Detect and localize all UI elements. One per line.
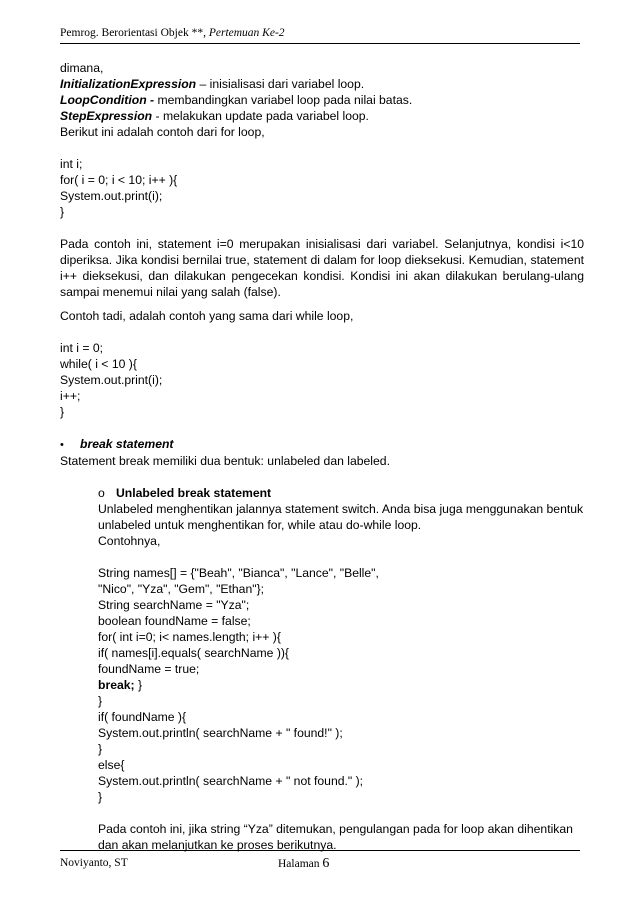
code-line: i++; (60, 389, 81, 403)
desc-initialization: – inisialisasi dari variabel loop. (196, 77, 365, 91)
while-intro: Contoh tadi, adalah contoh yang sama dari while loop, (60, 309, 354, 323)
code-line: boolean foundName = false; (98, 614, 251, 628)
for-loop-code (60, 156, 584, 220)
unlabeled-desc-line: Unlabeled menghentikan jalannya statement switch. Anda bisa juga menggunakan bentuk (98, 502, 584, 516)
intro-dimana: dimana, (60, 61, 104, 75)
code-line: while( i < 10 ){ (60, 357, 137, 371)
header-meeting: Pertemuan Ke-2 (208, 27, 285, 39)
term-loopcondition: LoopCondition - (60, 93, 155, 107)
term-step: StepExpression (60, 109, 153, 123)
footer-page-label: Halaman (278, 858, 323, 870)
footer-author: Noviyanto, ST (60, 857, 128, 869)
code-line: int i = 0; (60, 341, 104, 355)
break-example-code (98, 565, 584, 805)
code-line: } (98, 694, 103, 708)
code-line: if( names[i].equals( searchName )){ (98, 646, 290, 660)
desc-step: - melakukan update pada variabel loop. (152, 109, 369, 123)
code-line: foundName = true; (98, 662, 200, 676)
code-line-break (98, 677, 584, 693)
code-line: } (98, 790, 103, 804)
while-loop-code (60, 340, 584, 420)
code-line: int i; (60, 157, 83, 171)
example-intro: Berikut ini adalah contoh dari for loop, (60, 125, 265, 139)
unlabeled-desc-line: Contohnya, (98, 534, 161, 548)
code-line: "Nico", "Yza", "Gem", "Ethan"}; (98, 582, 265, 596)
code-line: System.out.println( searchName + " found!" ); (98, 726, 343, 740)
def-initialization (60, 76, 584, 92)
code-line: else{ (98, 758, 125, 772)
page-content (60, 60, 584, 853)
unlabeled-break-section (98, 485, 584, 853)
page-footer (60, 850, 580, 871)
paragraph-line: Pada contoh ini, statement i=0 merupakan inisialisasi dari variabel. Selanjutnya, kondisi i<10 (60, 237, 584, 251)
desc-loopcondition: membandingkan variabel loop pada nilai batas. (154, 93, 413, 107)
header-title: Pemrog. Berorientasi Objek **, (60, 27, 209, 39)
code-line: String names[] = {"Beah", "Bianca", "Lance", "Belle", (98, 566, 379, 580)
term-initialization: InitializationExpression (60, 77, 197, 91)
break-heading (60, 436, 584, 453)
def-step (60, 108, 584, 124)
code-line: if( foundName ){ (98, 710, 187, 724)
closing-line: Pada contoh ini, jika string “Yza” ditemukan, pengulangan pada for loop akan dihentikan (98, 822, 573, 836)
unlabeled-heading (98, 485, 584, 501)
code-line: } (60, 205, 65, 219)
break-title: break statement (80, 437, 174, 451)
footer-page-number: 6 (322, 856, 330, 871)
def-loopcondition (60, 92, 584, 108)
code-line: for( int i=0; i< names.length; i++ ){ (98, 630, 281, 644)
code-line: } (98, 742, 103, 756)
page-header (60, 26, 580, 44)
paragraph-line: i++ dieksekusi, dan dilakukan pengecekan kondisi. Kondisi ini akan dilakukan berulang-ulang (60, 269, 584, 283)
bullet-icon: • (60, 439, 64, 451)
footer-page (278, 856, 329, 872)
code-line: for( i = 0; i < 10; i++ ){ (60, 173, 178, 187)
for-explanation-paragraph (60, 236, 584, 300)
code-line: String searchName = "Yza"; (98, 598, 250, 612)
break-keyword: break; (98, 678, 135, 692)
unlabeled-desc-line: unlabeled untuk menghentikan for, while atau do-while loop. (98, 518, 422, 532)
paragraph-line: sampai menemui nilai yang salah (false). (60, 285, 281, 299)
unlabeled-title: Unlabeled break statement (116, 486, 272, 500)
paragraph-line: diperiksa. Jika kondisi bernilai true, statement di dalam for loop dieksekusi. Kemudian, statement (60, 253, 584, 267)
code-line: System.out.print(i); (60, 373, 163, 387)
code-line: } (60, 405, 65, 419)
break-brace: } (134, 678, 143, 692)
circle-bullet-icon: o (98, 486, 105, 500)
code-line: System.out.println( searchName + " not found." ); (98, 774, 364, 788)
closing-line: dan akan melanjutkan ke proses berikutnya. (98, 838, 337, 852)
break-description: Statement break memiliki dua bentuk: unlabeled dan labeled. (60, 454, 390, 468)
code-line: System.out.print(i); (60, 189, 163, 203)
